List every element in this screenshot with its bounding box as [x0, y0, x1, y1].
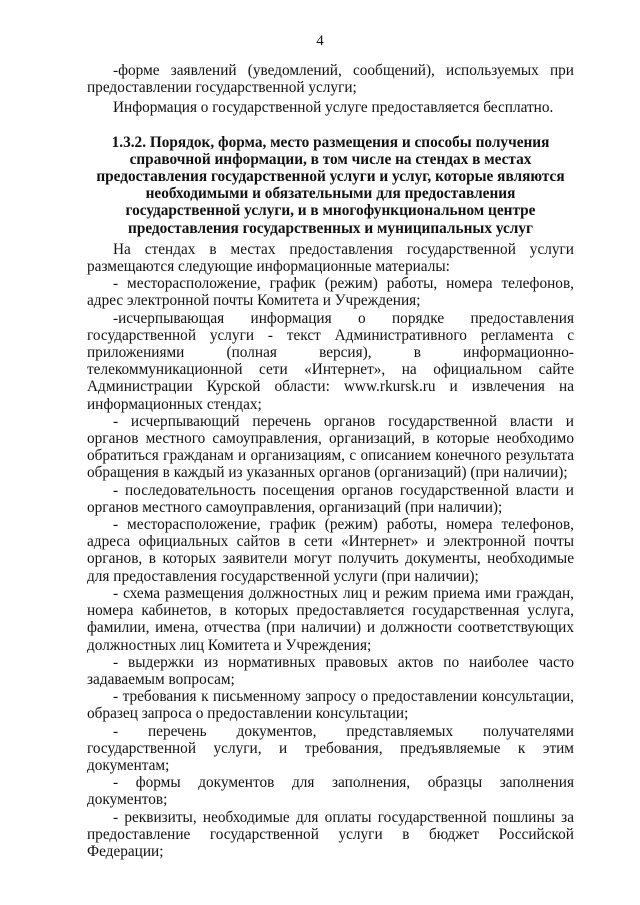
section-heading: 1.3.2. Порядок, форма, место размещения и способы получения справочной информации, в том числе на стендах в местах предоставления государственной услуги и услуг, которые являются необходимыми и обязательными для предоставления государственной услуги, и в многофункциональном центре предоставления государственных и муниципальных услуг — [96, 133, 565, 237]
intro-paragraph-forms: -форме заявлений (уведомлений, сообщений), используемых при предоставлении государственной услуги; — [87, 62, 574, 97]
list-item-visit-sequence: - последовательность посещения органов государственной власти и органов местного самоуправления, организаций (при наличии); — [87, 481, 574, 516]
intro-paragraph-free-of-charge: Информация о государственной услуге предоставляется бесплатно. — [113, 99, 554, 117]
list-item-staff-placement: - схема размещения должностных лиц и режим приема ими граждан, номера кабинетов, в которых предоставляется государственная услуга, фамилии, имена, отчества (при наличии) и должности соответствующих должностных лиц Комитета и Учреждения; — [87, 584, 574, 654]
list-item-list-of-authorities: - исчерпывающий перечень органов государственной власти и органов местного самоуправления, организаций, в которые необходимо обратиться гражданам и организациям, с описанием конечного результата обращения в каждый из указанных органов (организаций) (при наличии); — [87, 412, 574, 482]
list-item-organ-contacts: - месторасположение, график (режим) работы, номера телефонов, адреса официальных сайтов в сети «Интернет» и электронной почты органов, в которых заявители могут получить документы, необходимые для предоставления государственной услуги (при наличии); — [87, 516, 574, 585]
paragraph-stands-intro: На стендах в местах предоставления государственной услуги размещаются следующие информационные материалы: — [87, 240, 574, 276]
list-item-request-requirements: - требования к письменному запросу о предоставлении консультации, образец запроса о предоставлении консультации; — [87, 688, 574, 723]
list-item-document-list: - перечень документов, представляемых получателями государственной услуги, и требования, предъявляемые к этим документам; — [87, 722, 574, 774]
list-item-legal-extracts: - выдержки из нормативных правовых актов по наиболее часто задаваемым вопросам; — [87, 653, 574, 688]
list-item-exhaustive-info: -исчерпывающая информация о порядке предоставления государственной услуги - текст Административного регламента с приложениями (полная версия), в информационно-телекоммуникационной сети «Интернет», на официальном сайте Администрации Курской области: www.rkursk.ru и извлечения на информационных стендах; — [87, 309, 574, 413]
list-item-payment-details: - реквизиты, необходимые для оплаты государственной пошлины за предоставление государственной услуги в бюджет Российской Федерации; — [87, 808, 574, 860]
document-body — [87, 62, 574, 860]
list-item-document-forms: - формы документов для заполнения, образцы заполнения документов; — [87, 774, 574, 809]
page-number: 4 — [316, 33, 324, 49]
list-item-location-schedule: - месторасположение, график (режим) работы, номера телефонов, адрес электронной почты Комитета и Учреждения; — [87, 275, 574, 310]
